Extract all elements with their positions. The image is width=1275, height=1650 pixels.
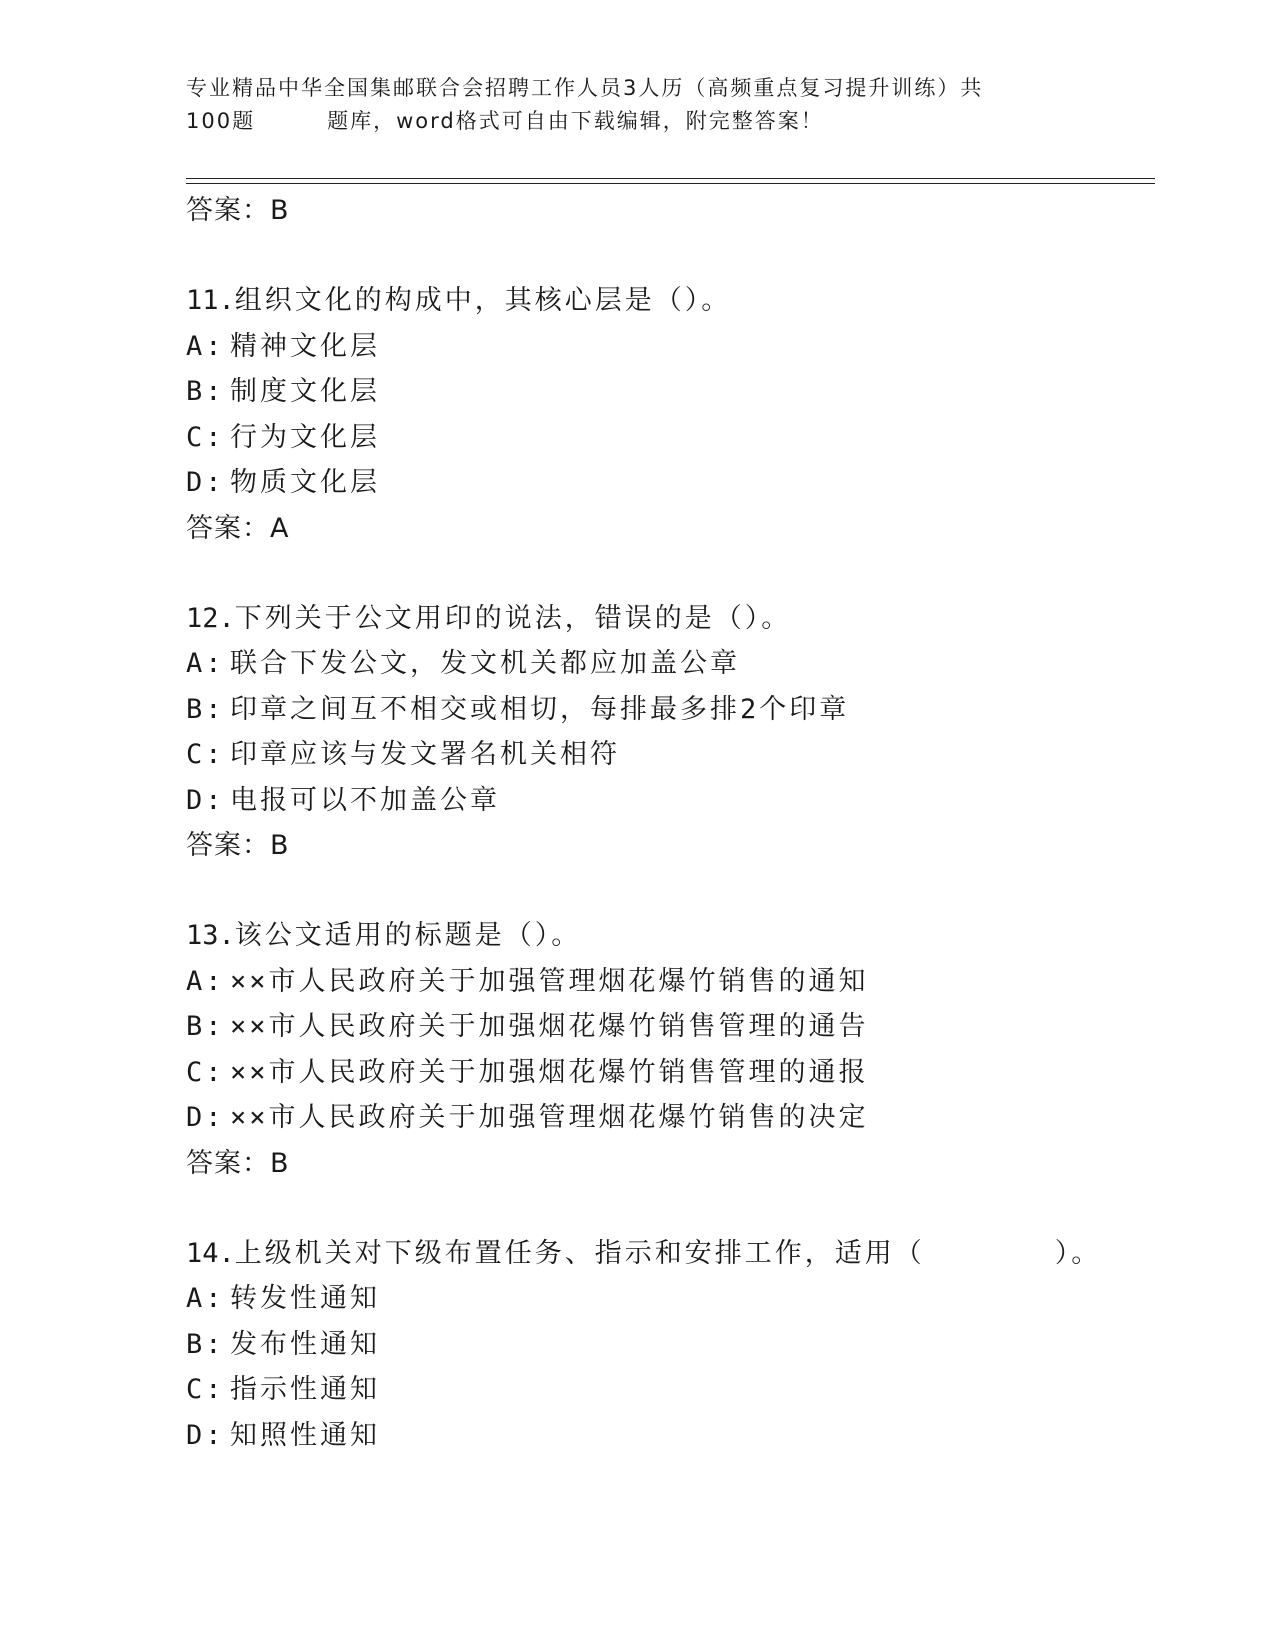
header-title-line1: 专业精品中华全国集邮联合会招聘工作人员3人历（高频重点复习提升训练）共 [186,76,984,100]
document-body [186,188,1155,1458]
option-text: 印章之间互不相交或相切，每排最多排2个印章 [230,693,850,725]
header-description: 题库，word格式可自由下载编辑，附完整答案！ [327,109,824,133]
option-key: D: [186,784,225,816]
question-number: 12. [186,602,235,634]
question-text: 上级机关对下级布置任务、指示和安排工作，适用（ [234,1237,925,1269]
option-a [186,324,1155,370]
option-text: 精神文化层 [230,330,380,362]
option-text: 转发性通知 [230,1283,380,1314]
option-key: B: [186,1328,225,1360]
option-text: 联合下发公文，发文机关都应加盖公章 [230,648,740,679]
option-text: 行为文化层 [230,421,380,453]
answer-line: 答案：A [186,512,290,544]
option-c [186,1367,1155,1413]
option-c [186,1050,1155,1096]
question-stem [186,596,1155,642]
option-key: D: [186,1419,225,1451]
option-d [186,460,1155,506]
option-text: 发布性通知 [230,1328,380,1360]
header-divider-top [186,178,1155,179]
question-number: 11. [186,285,235,316]
option-b [186,1004,1155,1050]
header-divider-bottom [186,183,1155,184]
answer-line: 答案：B [186,830,290,861]
question-text-end: ）。 [1054,1237,1102,1269]
question-13 [186,913,1155,1187]
answer-line: 答案：B [186,1147,290,1179]
option-key: A: [186,1283,225,1314]
option-d [186,778,1155,824]
option-key: A: [186,965,225,997]
option-key: C: [186,1374,225,1405]
question-text: 该公文适用的标题是（）。 [234,920,582,951]
question-11 [186,278,1155,552]
question-14 [186,1231,1155,1459]
option-text: 知照性通知 [230,1419,380,1451]
option-key: A: [186,330,225,362]
option-key: D: [186,1102,225,1133]
option-d [186,1095,1155,1141]
option-key: D: [186,467,225,498]
option-text: ××市人民政府关于加强管理烟花爆竹销售的决定 [230,1102,869,1133]
option-text: 物质文化层 [230,467,380,498]
option-key: C: [186,739,225,770]
question-text: 下列关于公文用印的说法，错误的是（）。 [234,602,792,634]
option-c [186,732,1155,778]
option-text: 印章应该与发文署名机关相符 [230,739,620,770]
option-key: B: [186,1011,225,1042]
question-stem [186,913,1155,959]
option-b [186,369,1155,415]
option-text: 制度文化层 [230,376,380,407]
option-a [186,1276,1155,1322]
option-key: A: [186,648,225,679]
option-b [186,1322,1155,1368]
header-count: 100题 [186,109,256,133]
option-key: B: [186,376,225,407]
question-12 [186,596,1155,870]
option-text: ××市人民政府关于加强烟花爆竹销售管理的通告 [230,1011,869,1042]
option-text: 电报可以不加盖公章 [230,784,500,816]
option-c [186,415,1155,461]
option-b [186,687,1155,733]
question-text: 组织文化的构成中，其核心层是（）。 [234,285,732,316]
option-a [186,641,1155,687]
question-number: 14. [186,1237,235,1269]
previous-answer: 答案：B [186,195,290,226]
question-stem [186,1231,1155,1277]
question-stem [186,278,1155,324]
option-text: ××市人民政府关于加强烟花爆竹销售管理的通报 [230,1056,869,1088]
option-text: ××市人民政府关于加强管理烟花爆竹销售的通知 [230,965,869,997]
option-text: 指示性通知 [230,1374,380,1405]
option-key: B: [186,693,225,725]
document-header [186,72,1086,138]
header-title-line2 [186,105,1086,138]
question-number: 13. [186,920,235,951]
option-key: C: [186,1056,225,1088]
option-key: C: [186,421,225,453]
option-d [186,1413,1155,1459]
option-a [186,959,1155,1005]
